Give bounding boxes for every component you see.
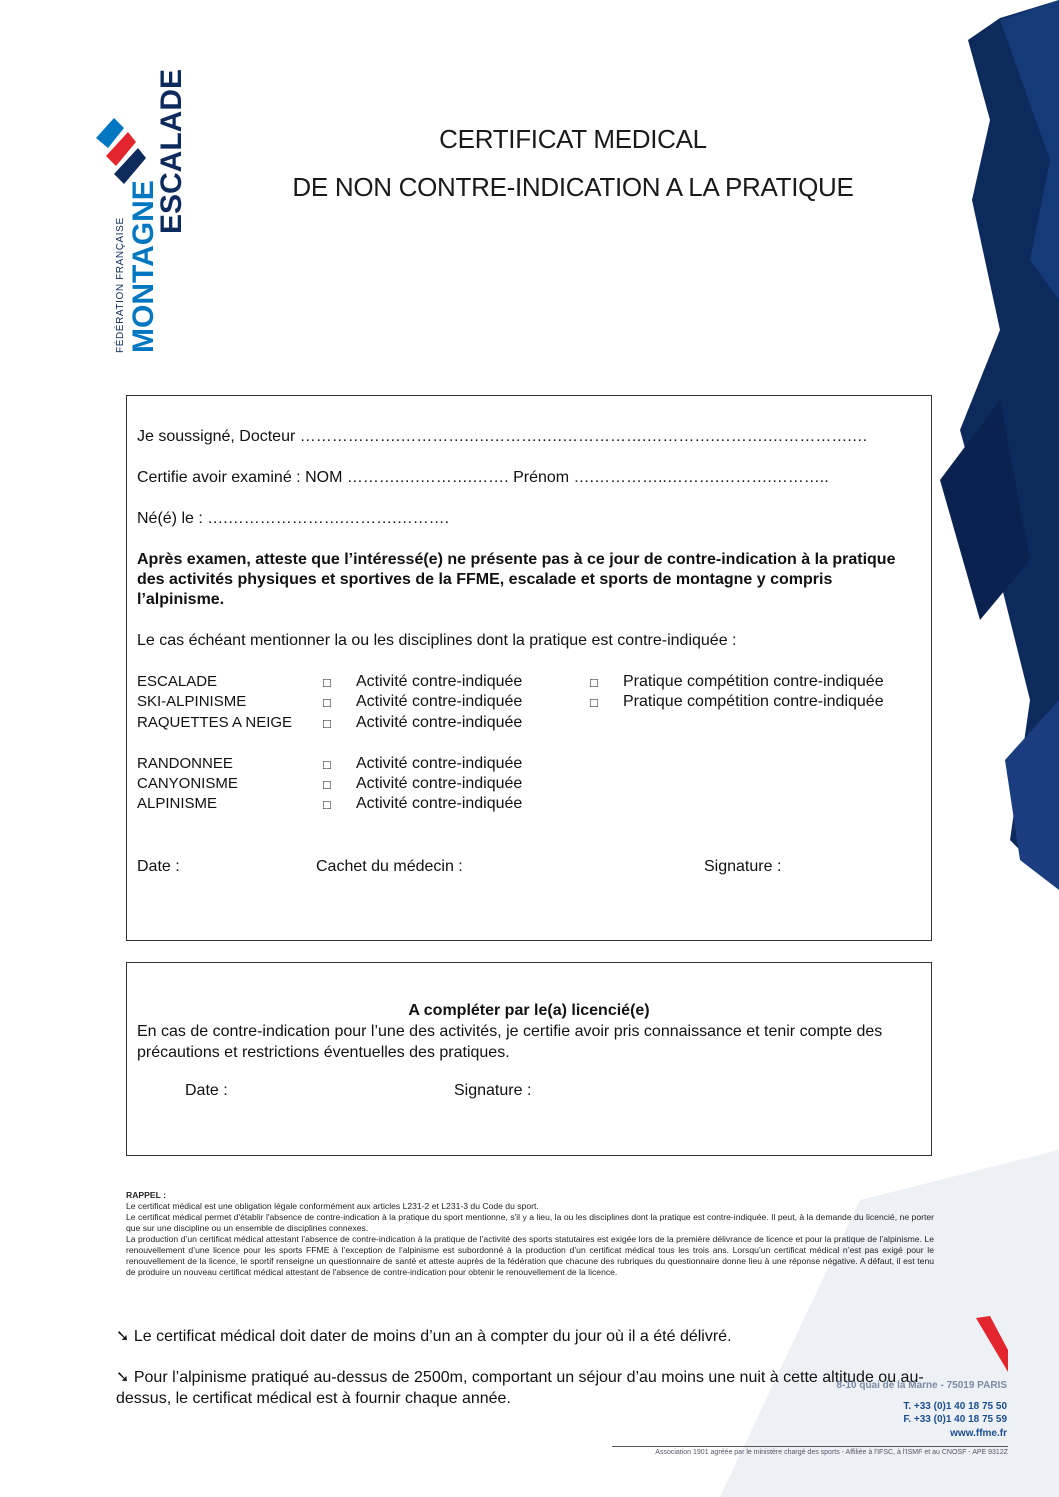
doctor-name-line[interactable]: Je soussigné, Docteur ……………….………….….……….….…………….………….……….…………….… <box>137 428 868 445</box>
doctor-signature-label: Signature : <box>704 858 782 875</box>
activity-checkbox[interactable]: □ <box>323 797 331 812</box>
logo-word-montagne: MONTAGNE <box>127 180 160 353</box>
attestation-text: Après examen, atteste que l’intéressé(e) ne présente pas à ce jour de contre-indication à la pratique des activités physiques et sportives de la FFME, escalade et sports de montagne y compris l’alpinisme. <box>137 551 896 608</box>
activity-checkbox[interactable]: □ <box>323 777 331 792</box>
licensee-box <box>126 962 932 1156</box>
footer-website[interactable]: www.ffme.fr <box>950 1428 1007 1439</box>
competition-label: Pratique compétition contre-indiquée <box>623 673 884 690</box>
ffme-logo <box>92 48 192 358</box>
birth-date-line[interactable]: Né(é) le : ….………………….……….………. <box>137 510 450 527</box>
document-subtitle: DE NON CONTRE-INDICATION A LA PRATIQUE <box>292 172 854 202</box>
footer-address: 8-10 quai de la Marne - 75019 PARIS <box>836 1380 1007 1391</box>
discipline-name: RANDONNEE <box>137 755 233 772</box>
activity-label: Activité contre-indiquée <box>356 673 523 690</box>
doctor-certificate-box <box>126 395 932 941</box>
activity-checkbox[interactable]: □ <box>323 675 331 690</box>
discipline-name: ALPINISME <box>137 795 218 812</box>
discipline-row-canyonisme <box>137 775 927 795</box>
discipline-name: RAQUETTES A NEIGE <box>137 714 293 731</box>
footer-phone: T. +33 (0)1 40 18 75 50 <box>903 1401 1007 1412</box>
licensee-heading: A compléter par le(a) licencié(e) <box>408 1002 650 1019</box>
licensee-date-label: Date : <box>185 1082 228 1099</box>
footer-divider <box>612 1446 1008 1447</box>
rappel-paragraph: Le certificat médical est une obligation légale conformément aux articles L231-2 et L231-3 du Code du sport. <box>126 1201 539 1211</box>
licensee-signature-label: Signature : <box>454 1082 532 1099</box>
arrow-icon: ➘ <box>116 1328 130 1345</box>
doctor-stamp-label: Cachet du médecin : <box>316 858 463 875</box>
activity-label: Activité contre-indiquée <box>356 795 523 812</box>
logo-word-escalade: ESCALADE <box>155 68 188 234</box>
discipline-row-alpinisme <box>137 795 927 815</box>
activity-label: Activité contre-indiquée <box>356 714 523 731</box>
rappel-paragraph: La production d’un certificat médical attestant l’absence de contre-indication à la pratique de l’activité des sports statutaires est exigée lors de la première délivrance de licence et pour la pratique de l’alpinisme. Le renouvellement d’une licence pour les sports FFME à l’exception de l’alpinisme est subordonné à la production d’un certificat médical tous les trois ans. Lorsqu’un certificat médical n’est pas exigé pour le renouvellement de la licence, le sportif renseigne un questionnaire de santé et atteste auprès de la fédération que chacune des rubriques du questionnaire donne lieu à une réponse négative. A défaut, il est tenu de produire un nouveau certificat médical attestant de l'absence de contre-indication pour obtenir le renouvellement de la licence. <box>126 1234 934 1277</box>
competition-checkbox[interactable]: □ <box>590 695 598 710</box>
logo-org-line: FÉDÉRATION FRANÇAISE <box>115 217 126 353</box>
footer-fax: F. +33 (0)1 40 18 75 59 <box>903 1414 1007 1425</box>
discipline-row-raquettes <box>137 714 927 734</box>
discipline-row-escalade <box>137 673 927 693</box>
discipline-name: SKI-ALPINISME <box>137 693 247 710</box>
competition-label: Pratique compétition contre-indiquée <box>623 693 884 710</box>
rappel-paragraph: Le certificat médical permet d'établir l'absence de contre-indication à la pratique du sport mentionne, s'il y a lieu, la ou les disciplines dont la pratique est contre-indiquée. Il peut, à la demande du licencié, ne porter que sur une discipline ou un ensemble de disciplines connexes. <box>126 1212 934 1233</box>
activity-label: Activité contre-indiquée <box>356 755 523 772</box>
red-logo-mark <box>976 1316 1008 1372</box>
document-title: CERTIFICAT MEDICAL <box>439 124 707 154</box>
licensee-text: En cas de contre-indication pour l’une des activités, je certifie avoir pris connaissance et tenir compte des précautions et restrictions éventuelles des pratiques. <box>137 1023 883 1061</box>
rappel-title: RAPPEL : <box>126 1190 166 1200</box>
alpinism-note-text: Pour l’alpinisme pratiqué au-dessus de 2500m, comportant un séjour d’au moins une nuit à cette altitude ou au-dessus, le certificat médical est à fournir chaque année. <box>116 1369 924 1407</box>
rappel-section <box>126 1190 934 1278</box>
activity-checkbox[interactable]: □ <box>323 695 331 710</box>
activity-checkbox[interactable]: □ <box>323 716 331 731</box>
activity-label: Activité contre-indiquée <box>356 693 523 710</box>
validity-note <box>116 1326 966 1347</box>
competition-checkbox[interactable]: □ <box>590 675 598 690</box>
logo-chevrons-icon <box>96 118 146 184</box>
discipline-row-randonnee <box>137 755 927 775</box>
discipline-name: ESCALADE <box>137 673 218 690</box>
mention-instruction: Le cas échéant mentionner la ou les disciplines dont la pratique est contre-indiquée : <box>137 632 737 649</box>
footer-legal: Association 1901 agréée par le ministère chargé des sports - Affiliée à l'IFSC, à l'ISMF et au CNOSF - APE 9312Z <box>655 1449 1008 1456</box>
activity-checkbox[interactable]: □ <box>323 757 331 772</box>
patient-name-line[interactable]: Certifie avoir examiné : NOM ……….….……….……. Prénom ….…………..……….……….……….. <box>137 469 829 486</box>
navy-corner-shape <box>940 0 1059 890</box>
validity-note-text: Le certificat médical doit dater de moins d’un an à compter du jour où il a été délivré. <box>133 1328 732 1345</box>
arrow-icon: ➘ <box>116 1369 130 1386</box>
activity-label: Activité contre-indiquée <box>356 775 523 792</box>
doctor-date-label: Date : <box>137 858 180 875</box>
discipline-row-ski-alpinisme <box>137 693 927 713</box>
discipline-name: CANYONISME <box>137 775 238 792</box>
